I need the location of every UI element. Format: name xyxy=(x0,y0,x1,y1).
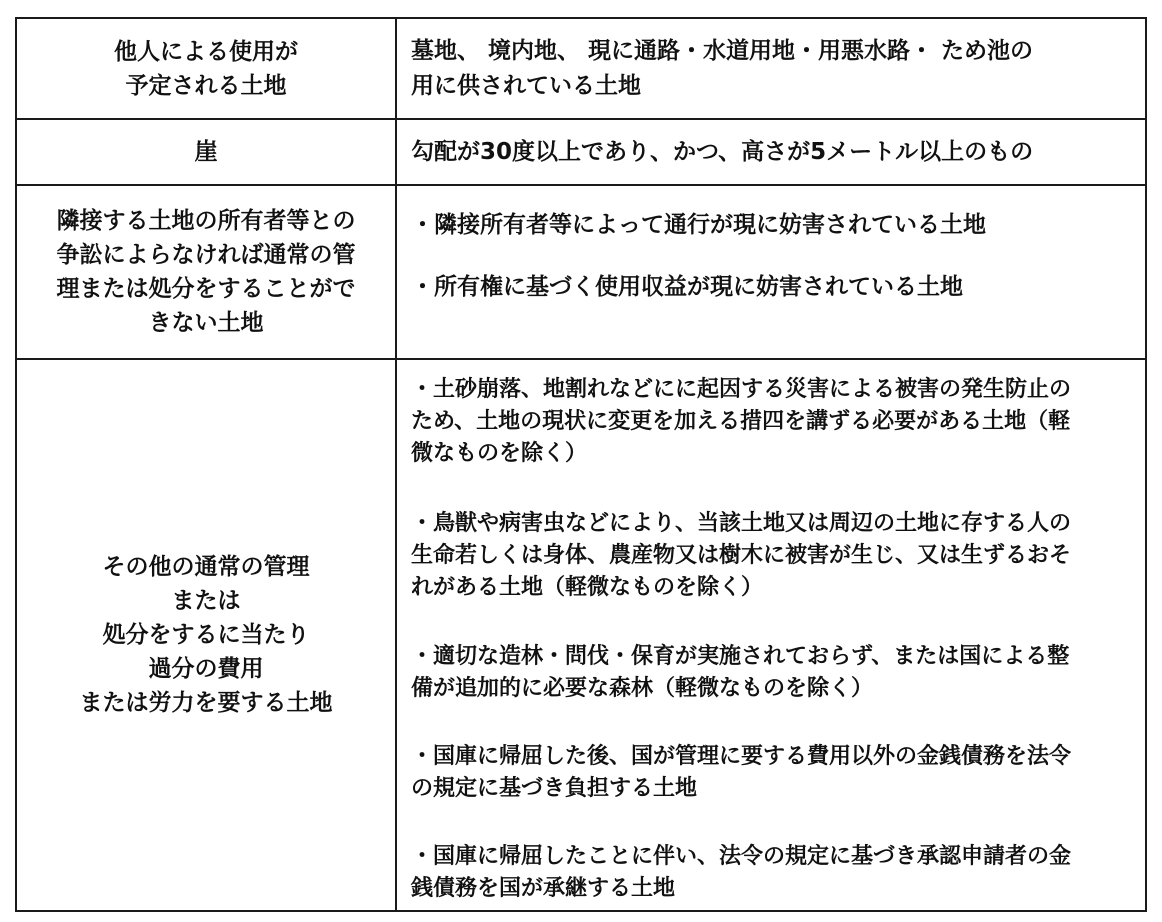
row-term: 隣接する土地の所有者等との 争訟によらなければ通常の管 理または処分をすることがで きない土地 xyxy=(17,186,397,358)
row-description xyxy=(397,186,1145,358)
description-item: ・適切な造林・問伐・保育が実施されておらず、または国による整 備が追加的に必要な森林（軽微なものを除く） xyxy=(411,644,1070,701)
description-item: ・国庫に帰屈した後、国が管理に要する費用以外の金銭債務を法令 の規定に基づき負担する土地 xyxy=(411,744,1072,801)
description-item: ・隣接所有者等によって通行が現に妨害されている土地 xyxy=(411,212,986,238)
description-item: ・土砂崩落、地割れなどにに起因する災害による被害の発生防止の ため、土地の現状に変更を加える措四を講ずる必要がある土地（軽 微なものを除く） xyxy=(411,377,1072,466)
table-row xyxy=(17,360,1145,910)
table-row xyxy=(17,120,1145,186)
description-item: ・国庫に帰屈したことに伴い、法令の規定に基づき承認申請者の金 銭債務を国が承継する土地 xyxy=(411,844,1072,901)
row-description xyxy=(397,120,1145,184)
table-row xyxy=(17,186,1145,360)
description-item: ・所有権に基づく使用収益が現に妨害されている土地 xyxy=(411,274,963,300)
row-term: その他の通常の管理 または 処分をするに当たり 過分の費用 または労力を要する土地 xyxy=(17,360,397,910)
row-description xyxy=(397,19,1145,118)
description-item: 勾配が30度以上であり、かつ、高さが5メートル以上のもの xyxy=(411,139,1034,165)
row-term: 崖 xyxy=(17,120,397,184)
row-term: 他人による使用が 予定される土地 xyxy=(17,19,397,118)
row-description xyxy=(397,360,1145,910)
description-item: ・鳥獣や病害虫などにより、当該土地又は周辺の土地に存する人の 生命若しくは身体、農産物又は樹木に被害が生じ、又は生ずるおそ れがある土地（軽微なものを除く） xyxy=(411,511,1072,600)
description-item: 墓地、 境内地、 現に通路・水道用地・用悪水路・ ため池の 用に供されている土地 xyxy=(411,38,1034,99)
land-conditions-table xyxy=(15,17,1147,912)
table-row xyxy=(17,19,1145,120)
